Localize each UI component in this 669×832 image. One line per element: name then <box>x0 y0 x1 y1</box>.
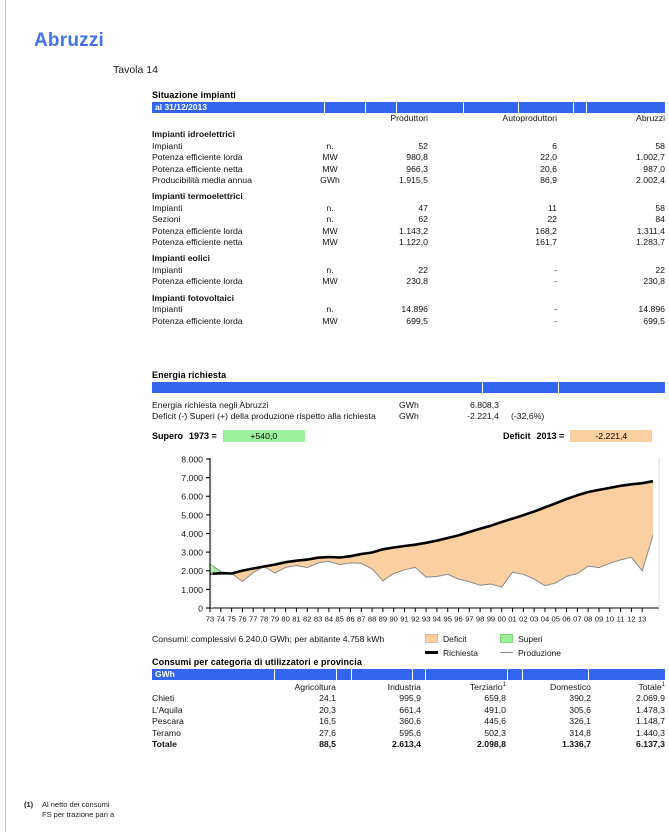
row-value: 326,1 <box>569 716 591 727</box>
row-value: 2.613,4 <box>392 738 421 749</box>
row-value: 661,4 <box>399 704 421 715</box>
impianti-column-header: Abruzzi <box>636 113 665 123</box>
supero-value-badge: +540,0 <box>223 430 305 442</box>
legend-row-1 <box>425 633 575 644</box>
table-number-label: Tavola 14 <box>113 64 158 76</box>
footnote <box>24 800 114 819</box>
row-label: Producibilità media annua <box>152 175 252 186</box>
x-tick-label: 08 <box>583 614 593 624</box>
row-value-abruzzi: 22 <box>655 264 665 275</box>
row-value-abruzzi: 58 <box>655 202 665 213</box>
impianti-bar-date-label: al 31/12/2013 <box>155 102 207 112</box>
row-value-abruzzi: 14.896 <box>638 304 665 315</box>
x-tick-label: 90 <box>389 614 398 624</box>
row-value-produttori: 1.915,5 <box>399 175 428 186</box>
row-value: 390,2 <box>569 693 591 704</box>
row-value: 2.098,8 <box>477 738 506 749</box>
legend-item-produzione <box>500 648 575 658</box>
impianti-group-header: Impianti fotovoltaici <box>152 292 235 303</box>
row-value-produttori: 966,3 <box>406 163 428 174</box>
superi-swatch-icon <box>500 634 513 643</box>
energia-bar-segment-1 <box>152 382 482 393</box>
row-value: 27,6 <box>319 727 336 738</box>
y-tick-label: 4.000 <box>181 528 203 539</box>
table-row <box>152 265 665 276</box>
x-tick-label: 84 <box>324 614 334 624</box>
impianti-bar-segment-2 <box>325 102 365 113</box>
row-unit: n. <box>326 140 334 151</box>
x-tick-label: 10 <box>605 614 615 624</box>
row-value: 502,3 <box>484 727 506 738</box>
energia-row-extra: (-32,6%) <box>511 411 545 422</box>
legend-label-richiesta: Richiesta <box>443 647 478 658</box>
energia-caption: Energia richiesta <box>152 370 227 380</box>
row-value-autoproduttori: 161,7 <box>535 237 557 248</box>
deficit-year: 2013 = <box>536 430 565 441</box>
row-label: Chieti <box>152 693 175 704</box>
x-tick-label: 95 <box>443 614 452 624</box>
row-value-autoproduttori: - <box>554 315 557 326</box>
legend-label-deficit: Deficit <box>443 633 467 644</box>
row-label: Potenza efficiente lorda <box>152 276 243 287</box>
impianti-bar-segment-7 <box>574 102 586 113</box>
row-unit: MW <box>322 152 338 163</box>
legend-item-richiesta <box>425 648 500 658</box>
x-tick-label: 94 <box>432 614 442 624</box>
legend-label-superi: Superi <box>518 633 543 644</box>
footnote-marker: (1) <box>24 800 34 809</box>
x-tick-label: 11 <box>616 614 625 624</box>
x-tick-label: 04 <box>540 614 550 624</box>
y-tick-label: 2.000 <box>181 566 203 577</box>
row-value-abruzzi: 58 <box>655 140 665 151</box>
impianti-bar-segment-4 <box>397 102 463 113</box>
row-value-autoproduttori: 22,0 <box>540 152 557 163</box>
consumi-column-header: Agricoltura <box>294 681 336 692</box>
row-value: 1.148,7 <box>636 716 665 727</box>
impianti-group-header: Impianti idroelettrici <box>152 129 236 140</box>
row-value-autoproduttori: - <box>554 276 557 287</box>
row-value-abruzzi: 2.002,4 <box>636 175 665 186</box>
row-value-autoproduttori: 86,9 <box>540 175 557 186</box>
y-tick-label: 3.000 <box>181 547 203 558</box>
table-row <box>152 175 665 186</box>
table-row <box>152 226 665 237</box>
row-value-abruzzi: 84 <box>655 214 665 225</box>
x-tick-label: 91 <box>400 614 409 624</box>
consumi-total-row <box>152 739 665 750</box>
table-row <box>152 141 665 152</box>
impianti-bar-segment-5 <box>464 102 518 113</box>
consumi-caption: Consumi per categoria di utilizzatori e provincia <box>152 657 362 667</box>
row-label: Potenza efficiente lorda <box>152 225 243 236</box>
table-row <box>152 276 665 287</box>
consumi-table <box>152 680 665 750</box>
energia-block <box>152 370 665 444</box>
row-value: 24,1 <box>319 693 336 704</box>
legend-item-deficit <box>425 634 500 644</box>
row-value: 491,0 <box>484 704 506 715</box>
richiesta-line-icon <box>425 651 438 654</box>
consumi-bar-segment-9 <box>589 669 665 680</box>
row-label: Impianti <box>152 140 183 151</box>
consumi-bar-segment-7 <box>508 669 522 680</box>
x-tick-label: 74 <box>216 614 226 624</box>
row-unit: MW <box>322 163 338 174</box>
x-tick-label: 13 <box>637 614 647 624</box>
row-unit: n. <box>326 264 334 275</box>
row-value-produttori: 1.143,2 <box>399 225 428 236</box>
deficit-swatch-icon <box>425 634 438 643</box>
energia-blue-bar <box>152 382 665 393</box>
x-tick-label: 78 <box>259 614 269 624</box>
consumi-blue-bar <box>152 669 665 680</box>
x-tick-label: 97 <box>465 614 474 624</box>
table-row <box>152 203 665 214</box>
table-row <box>152 716 665 727</box>
x-tick-label: 00 <box>497 614 506 624</box>
x-tick-label: 93 <box>421 614 431 624</box>
x-tick-label: 86 <box>346 614 355 624</box>
row-label: Impianti <box>152 264 183 275</box>
row-value-abruzzi: 230,8 <box>643 276 665 287</box>
consumi-column-header: Industria <box>387 681 421 692</box>
x-tick-label: 73 <box>205 614 215 624</box>
x-tick-label: 96 <box>454 614 463 624</box>
table-row <box>152 705 665 716</box>
row-label: Potenza efficiente netta <box>152 163 243 174</box>
y-tick-label: 0 <box>198 603 203 614</box>
row-value-produttori: 47 <box>418 202 428 213</box>
row-value: 20,3 <box>319 704 336 715</box>
row-value-autoproduttori: 11 <box>547 202 557 213</box>
table-row <box>152 316 665 327</box>
impianti-header-row <box>152 113 665 124</box>
row-value-autoproduttori: 22 <box>547 214 557 225</box>
impianti-block <box>152 90 665 327</box>
impianti-table <box>152 113 665 327</box>
row-value-produttori: 1.122,0 <box>399 237 428 248</box>
supero-year: 1973 = <box>189 430 217 441</box>
supero-badge-group <box>152 430 305 442</box>
row-value: 995,9 <box>399 693 421 704</box>
row-value: 314,8 <box>569 727 591 738</box>
x-tick-label: 03 <box>529 614 539 624</box>
impianti-bar-segment-3 <box>366 102 396 113</box>
energia-row <box>152 400 665 411</box>
x-tick-label: 81 <box>292 614 301 624</box>
consumi-column-header: Domestico <box>549 681 591 692</box>
impianti-bar-segment-6 <box>519 102 573 113</box>
page-left-rule <box>5 0 6 832</box>
impianti-column-header: Autoproduttori <box>502 113 557 123</box>
consumi-bar-segment-3 <box>337 669 351 680</box>
energia-row <box>152 411 665 422</box>
x-tick-label: 87 <box>357 614 366 624</box>
x-tick-label: 06 <box>562 614 571 624</box>
table-row <box>152 304 665 315</box>
row-label: Impianti <box>152 202 183 213</box>
consumi-bar-segment-4 <box>352 669 412 680</box>
deficit-value-badge: -2.221,4 <box>570 430 652 442</box>
row-unit: MW <box>322 315 338 326</box>
consumi-note: Consumi: complessivi 6.240,0 GWh; per abitante 4.758 kWh <box>152 634 385 644</box>
row-value: 1.336,7 <box>562 738 591 749</box>
energia-bar-segment-2 <box>483 382 558 393</box>
impianti-bar-segment-8 <box>587 102 665 113</box>
row-value-abruzzi: 699,5 <box>643 315 665 326</box>
row-value: 595,6 <box>399 727 421 738</box>
energia-row-unit: GWh <box>399 411 419 422</box>
row-label: Sezioni <box>152 214 181 225</box>
footnote-line-2: FS per trazione pari a <box>42 809 115 819</box>
x-tick-label: 89 <box>378 614 388 624</box>
y-tick-label: 7.000 <box>181 473 203 484</box>
energia-row-unit: GWh <box>399 400 419 410</box>
row-value-produttori: 230,8 <box>406 276 428 287</box>
row-label: Potenza efficiente netta <box>152 237 243 248</box>
produzione-line-icon <box>500 652 513 653</box>
consumi-bar-segment-6 <box>426 669 507 680</box>
x-tick-label: 76 <box>238 614 247 624</box>
footnote-text <box>42 800 114 819</box>
impianti-group-header: Impianti eolici <box>152 253 210 264</box>
row-value-abruzzi: 1.002,7 <box>636 152 665 163</box>
supero-deficit-badges <box>152 430 665 444</box>
table-row <box>152 693 665 704</box>
impianti-bar-segment-date <box>152 102 324 113</box>
row-value-produttori: 22 <box>418 264 428 275</box>
table-row <box>152 152 665 163</box>
x-tick-label: 01 <box>508 614 517 624</box>
row-value-produttori: 699,5 <box>406 315 428 326</box>
consumi-bar-segment-2 <box>275 669 336 680</box>
x-tick-label: 83 <box>313 614 323 624</box>
row-value-produttori: 14.896 <box>401 304 428 315</box>
row-value: 360,6 <box>399 716 421 727</box>
x-tick-label: 92 <box>411 614 420 624</box>
row-label: Potenza efficiente lorda <box>152 152 243 163</box>
row-unit: MW <box>322 225 338 236</box>
row-unit: n. <box>326 202 334 213</box>
row-label: L'Aquila <box>152 704 183 715</box>
row-value-autoproduttori: 168,2 <box>535 225 557 236</box>
legend-label-produzione: Produzione <box>518 647 562 658</box>
x-tick-label: 02 <box>519 614 528 624</box>
row-value: 1.440,3 <box>636 727 665 738</box>
consumi-column-header: Terziario$^1$ <box>469 681 506 692</box>
energia-row-value: -2.221,4 <box>467 411 499 422</box>
consumi-header-row <box>152 680 665 693</box>
impianti-column-header: Produttori <box>390 113 428 123</box>
row-label: Impianti <box>152 304 183 315</box>
x-tick-label: 77 <box>248 614 258 624</box>
row-value: 6.137,3 <box>636 738 665 749</box>
impianti-caption: Situazione impianti <box>152 90 236 100</box>
row-value-autoproduttori: 6 <box>552 140 557 151</box>
chart-svg <box>152 452 665 632</box>
table-row <box>152 164 665 175</box>
y-tick-label: 8.000 <box>181 454 203 465</box>
row-label: Totale <box>152 738 177 749</box>
footnote-line-1: Al netto dei consumi <box>42 800 110 809</box>
consumi-bar-unit-label: GWh <box>155 669 175 679</box>
consumi-column-header: Totale$^1$ <box>638 681 665 692</box>
row-value-abruzzi: 1.283,7 <box>636 237 665 248</box>
consumi-bar-segment-unit <box>152 669 274 680</box>
table-row <box>152 214 665 225</box>
row-value-produttori: 52 <box>418 140 428 151</box>
y-tick-label: 6.000 <box>181 491 203 502</box>
x-tick-label: 88 <box>367 614 377 624</box>
row-unit: n. <box>326 304 334 315</box>
x-tick-label: 12 <box>627 614 636 624</box>
energia-bar-segment-3 <box>559 382 665 393</box>
consumi-bar-segment-5 <box>413 669 425 680</box>
x-tick-label: 99 <box>486 614 496 624</box>
row-value: 659,8 <box>484 693 506 704</box>
row-value-produttori: 62 <box>418 214 428 225</box>
table-row <box>152 728 665 739</box>
energia-row-extra <box>499 400 511 411</box>
x-tick-label: 80 <box>281 614 290 624</box>
impianti-group-header: Impianti termoelettrici <box>152 191 243 202</box>
x-tick-label: 82 <box>303 614 312 624</box>
row-value: 16,5 <box>319 716 336 727</box>
energia-rows <box>152 400 665 423</box>
consumi-bar-segment-8 <box>523 669 588 680</box>
consumi-block <box>152 657 665 750</box>
row-value: 88,5 <box>319 738 336 749</box>
x-tick-label: 07 <box>573 614 582 624</box>
x-tick-label: 09 <box>594 614 604 624</box>
impianti-blue-bar <box>152 102 665 113</box>
row-value: 1.478,3 <box>636 704 665 715</box>
y-tick-label: 1.000 <box>181 584 203 595</box>
x-tick-label: 75 <box>227 614 236 624</box>
x-tick-label: 05 <box>551 614 560 624</box>
row-label: Potenza efficiente lorda <box>152 315 243 326</box>
row-value: 2.069,9 <box>636 693 665 704</box>
row-unit: MW <box>322 237 338 248</box>
row-value: 445,6 <box>484 716 506 727</box>
supero-label: Supero <box>152 430 184 441</box>
row-value: 305,6 <box>569 704 591 715</box>
legend-item-superi <box>500 634 575 644</box>
table-row <box>152 237 665 248</box>
x-tick-label: 98 <box>475 614 485 624</box>
row-unit: MW <box>322 276 338 287</box>
deficit-produzione-chart <box>152 452 665 632</box>
row-value-abruzzi: 1.311,4 <box>636 225 665 236</box>
deficit-badge-group <box>503 430 652 442</box>
row-label: Teramo <box>152 727 181 738</box>
row-unit: n. <box>326 214 334 225</box>
row-value-produttori: 980,8 <box>406 152 428 163</box>
x-tick-label: 85 <box>335 614 344 624</box>
row-unit: GWh <box>320 175 340 186</box>
x-tick-label: 79 <box>270 614 280 624</box>
deficit-label: Deficit <box>503 430 531 441</box>
row-value-autoproduttori: 20,6 <box>540 163 557 174</box>
energia-row-value: 6.808,3 <box>470 400 499 410</box>
row-value-autoproduttori: - <box>554 304 557 315</box>
energia-row-label: Deficit (-) Superi (+) della produzione rispetto alla richiesta <box>152 411 376 422</box>
energia-row-label: Energia richiesta negli Abruzzi <box>152 400 269 410</box>
row-value-abruzzi: 987,0 <box>643 163 665 174</box>
page-title: Abruzzi <box>34 30 105 51</box>
row-value-autoproduttori: - <box>554 264 557 275</box>
row-label: Pescara <box>152 716 184 727</box>
y-tick-label: 5.000 <box>181 510 203 521</box>
